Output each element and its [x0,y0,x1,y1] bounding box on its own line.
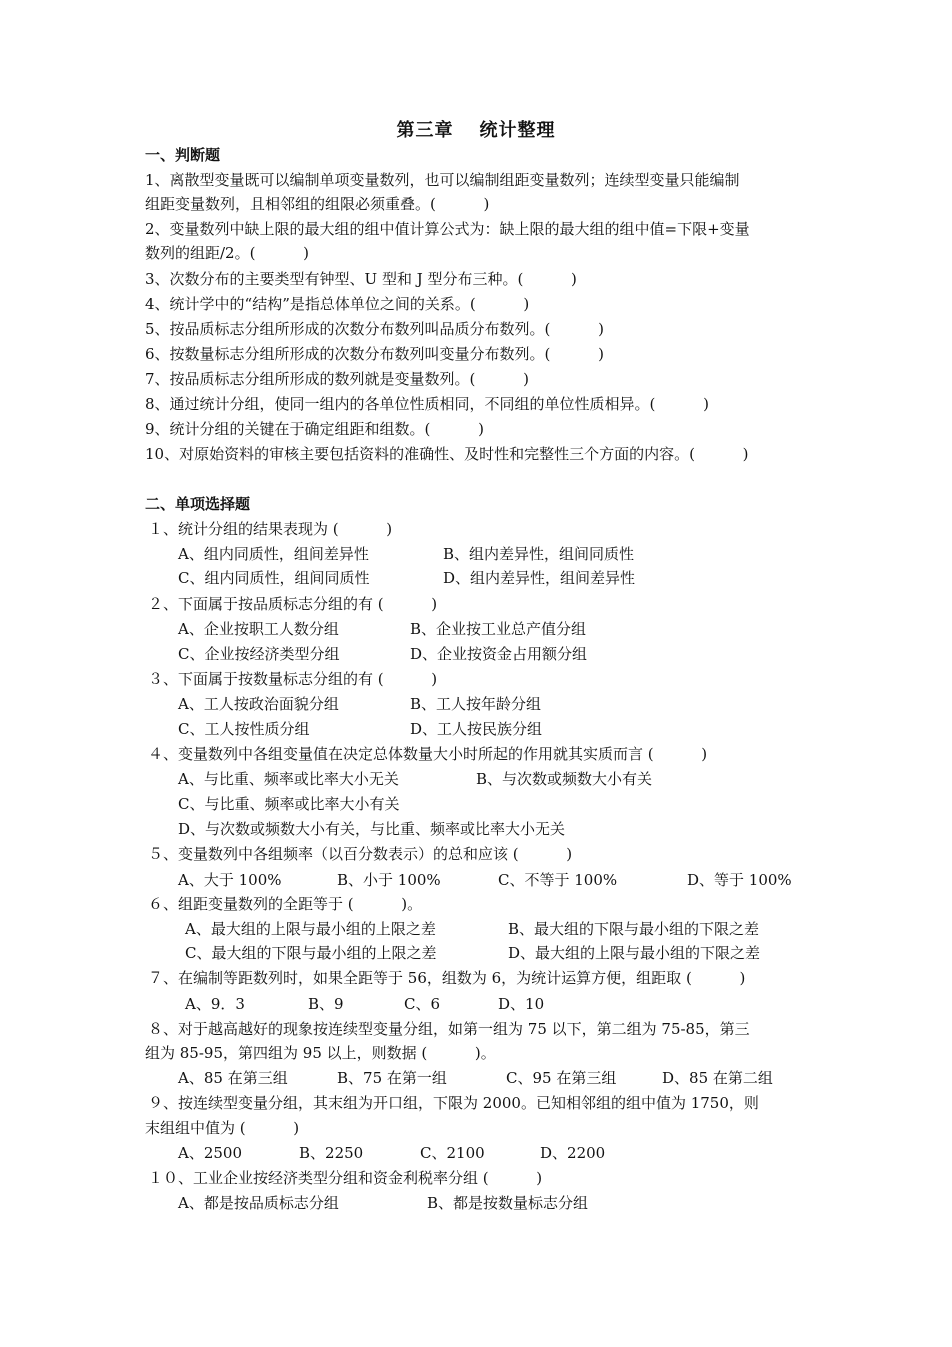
option-d: D、2200 [540,1144,606,1162]
judgement-line: 2、变量数列中缺上限的最大组的组中值计算公式为：缺上限的最大组的组中值=下限+变量 [145,220,750,238]
chapter-number: 第三章 [396,120,454,141]
judgement-line: 6、按数量标志分组所形成的次数分布数列叫变量分布数列。( ) [145,345,604,363]
option-a: A、工人按政治面貌分组 [178,695,339,713]
judgement-line: 4、统计学中的“结构”是指总体单位之间的关系。( ) [145,295,530,313]
option-a: A、都是按品质标志分组 [178,1194,339,1212]
option-d: D、与次数或频数大小有关，与比重、频率或比率大小无关 [178,820,566,838]
option-d: D、最大组的上限与最小组的下限之差 [508,944,761,962]
question-stem: １、统计分组的结果表现为 ( ) [148,520,393,538]
option-b: B、工人按年龄分组 [410,695,542,713]
question-stem: ５、变量数列中各组频率（以百分数表示）的总和应该 ( ) [148,845,573,863]
option-c: C、组内同质性，组间同质性 [178,569,370,587]
option-b: B、75 在第一组 [337,1069,447,1087]
option-c: C、最大组的下限与最小组的上限之差 [185,944,437,962]
judgement-line: 10、对原始资料的审核主要包括资料的准确性、及时性和完整性三个方面的内容。( ) [145,445,749,463]
option-b: B、与次数或频数大小有关 [476,770,653,788]
question-stem-continued: 末组组中值为 ( ) [145,1119,300,1137]
option-c: C、6 [404,995,441,1013]
option-a: A、85 在第三组 [178,1069,288,1087]
question-stem: ９、按连续型变量分组，其末组为开口组，下限为 2000。已知相邻组的组中值为 1750，则 [148,1094,759,1112]
option-c: C、企业按经济类型分组 [178,645,340,663]
option-d: D、组内差异性，组间差异性 [443,569,636,587]
option-a: A、9．3 [185,995,245,1013]
option-c: C、工人按性质分组 [178,720,310,738]
option-c: C、不等于 100% [498,871,618,889]
judgement-line: 7、按品质标志分组所形成的数列就是变量数列。( ) [145,370,529,388]
option-d: D、工人按民族分组 [410,720,543,738]
option-d: D、10 [498,995,545,1013]
page-title [0,116,952,142]
option-b: B、都是按数量标志分组 [427,1194,589,1212]
section-heading-judgement: 一、判断题 [145,146,221,164]
option-d: D、等于 100% [687,871,792,889]
question-stem: ７、在编制等距数列时，如果全距等于 56，组数为 6，为统计运算方便，组距取 ( ) [148,969,746,987]
option-a: A、组内同质性，组间差异性 [178,545,369,563]
option-a: A、2500 [178,1144,243,1162]
judgement-line: 5、按品质标志分组所形成的次数分布数列叫品质分布数列。( ) [145,320,604,338]
judgement-line: 组距变量数列，且相邻组的组限必须重叠。( ) [145,195,490,213]
option-a: A、最大组的上限与最小组的上限之差 [185,920,436,938]
question-stem: ６、组距变量数列的全距等于 ( )。 [148,895,423,913]
option-b: B、组内差异性，组间同质性 [443,545,635,563]
option-b: B、企业按工业总产值分组 [410,620,587,638]
option-d: D、85 在第二组 [662,1069,773,1087]
judgement-line: 3、次数分布的主要类型有钟型、U 型和 J 型分布三种。( ) [145,270,577,288]
option-a: A、与比重、频率或比率大小无关 [178,770,399,788]
option-d: D、企业按资金占用额分组 [410,645,588,663]
option-c: C、95 在第三组 [506,1069,617,1087]
judgement-line: 9、统计分组的关键在于确定组距和组数。( ) [145,420,484,438]
option-a: A、企业按职工人数分组 [178,620,339,638]
option-b: B、2250 [299,1144,364,1162]
judgement-line: 8、通过统计分组，使同一组内的各单位性质相同，不同组的单位性质相异。( ) [145,395,709,413]
option-b: B、小于 100% [337,871,441,889]
question-stem: １０、工业企业按经济类型分组和资金利税率分组 ( ) [148,1169,543,1187]
option-c: C、与比重、频率或比率大小有关 [178,795,400,813]
chapter-name: 统计整理 [479,120,556,141]
option-a: A、大于 100% [178,871,282,889]
judgement-line: 数列的组距/2。( ) [145,244,309,262]
question-stem-continued: 组为 85-95，第四组为 95 以上，则数据 ( )。 [145,1044,496,1062]
question-stem: ２、下面属于按品质标志分组的有 ( ) [148,595,438,613]
option-b: B、最大组的下限与最小组的下限之差 [508,920,760,938]
option-b: B、9 [308,995,344,1013]
question-stem: ３、下面属于按数量标志分组的有 ( ) [148,670,438,688]
question-stem: ８、对于越高越好的现象按连续型变量分组，如第一组为 75 以下，第二组为 75-85，第三 [148,1020,750,1038]
section-heading-single-choice: 二、单项选择题 [145,495,251,513]
judgement-line: 1、离散型变量既可以编制单项变量数列，也可以编制组距变量数列；连续型变量只能编制 [145,171,740,189]
question-stem: ４、变量数列中各组变量值在决定总体数量大小时所起的作用就其实质而言 ( ) [148,745,708,763]
option-c: C、2100 [420,1144,485,1162]
